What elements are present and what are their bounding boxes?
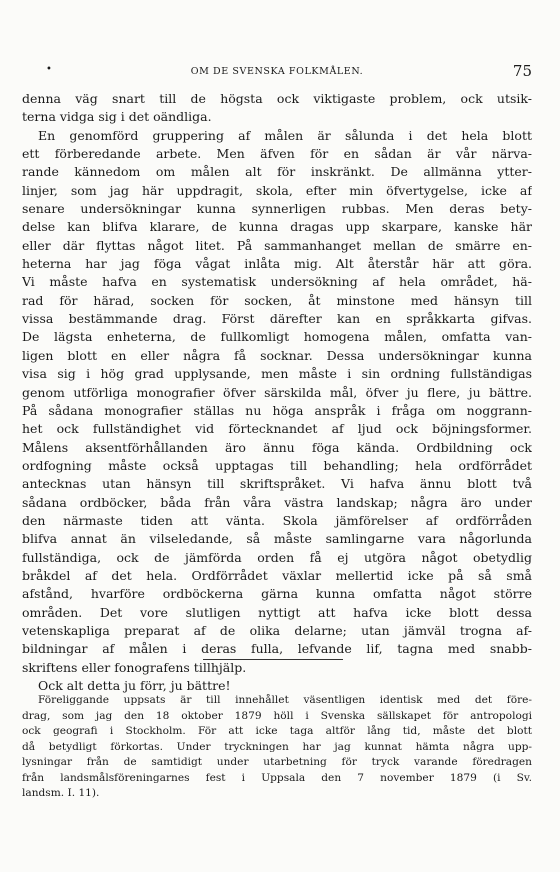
main-text <box>22 90 532 695</box>
footnote-line: landsm. I. 11). <box>22 787 100 799</box>
footnote-line: Föreliggande uppsats är till innehållet väsentligen identisk med det före- <box>38 694 532 706</box>
text-line: genom utförliga monografier öfver särskilda mål, öfver ju flere, ju bättre. <box>22 384 532 400</box>
text-line: den närmaste tiden att vänta. Skola jämförelser af ordförråden <box>22 512 532 528</box>
text-line: heterna har jag föga vågat inlåta mig. Alt återstår här att göra. <box>22 256 532 272</box>
text-line: delse kan blifva klarare, de kunna dragas upp skarpare, kanske här <box>22 219 532 235</box>
footnote-line: från landsmålsföreningarnes fest i Uppsala den 7 november 1879 (i Sv. <box>22 771 532 784</box>
footnote-line: ock geografi i Stockholm. För att icke taga altför lång tid, måste det blott <box>22 725 532 737</box>
running-title: OM DE SVENSKA FOLKMÅLEN. <box>190 66 364 77</box>
text-line: vissa bestämmande drag. Först därefter kan en språkkarta gifvas. <box>22 311 532 327</box>
text-line: het ock fullständighet vid förtecknandet af ljud ock böjningsformer. <box>22 421 532 437</box>
text-line: terna vidga sig i det oändliga. <box>22 109 212 125</box>
text-line: bråkdel af det hela. Ordförrådet växlar mellertid icke på så små <box>22 567 532 583</box>
text-line: sådana ordböcker, båda från våra västra landskap; några äro under <box>22 494 532 510</box>
footnote <box>22 693 532 802</box>
text-line: linjer, som jag här uppdragit, skola, efter min öfvertygelse, icke af <box>22 182 532 198</box>
header-dot: • <box>46 64 52 75</box>
text-line: På sådana monografier ställas nu höga anspråk i fråga om noggrann- <box>22 402 532 418</box>
text-line: rande kännedom om målen alt för inskränkt. De allmänna ytter- <box>22 164 532 180</box>
text-line: eller där flyttas något litet. På sammanhanget mellan de smärre en- <box>22 237 532 253</box>
text-line: Ock alt detta ju förr, ju bättre! <box>38 678 231 693</box>
text-line: bildningar af målen i deras fulla, lefvande lif, tagna med snabb- <box>22 641 532 657</box>
text-line: senare undersökningar kunna synnerligen rubbas. Men deras bety- <box>22 201 532 217</box>
text-line: ordfogning måste också upptagas till behandling; hela ordförrådet <box>22 457 532 473</box>
text-line: En genomförd gruppering af målen är sålunda i det hela blott <box>38 127 532 143</box>
footnote-separator <box>203 659 343 660</box>
text-line: antecknas utan hänsyn till skriftspråket. Vi hafva ännu blott två <box>22 476 532 492</box>
footnote-line: lysningar från de samtidigt under utarbetning för tryck varande föredragen <box>22 756 532 768</box>
page-number: 75 <box>512 62 532 80</box>
text-line: ett förberedande arbete. Men äfven för en sådan är vår närva- <box>22 146 532 162</box>
text-line: denna väg snart till de högsta ock viktigaste problem, ock utsik- <box>22 91 532 106</box>
text-line: De lägsta enheterna, de fullkomligt homogena målen, omfatta van- <box>22 329 532 345</box>
text-line: vetenskapliga preparat af de olika delarne; utan jämväl trogna af- <box>22 622 532 638</box>
footnote-line: drag, som jag den 18 oktober 1879 höll i Svenska sällskapet för antropologi <box>22 709 532 722</box>
text-line: skriftens eller fonografens tillhjälp. <box>22 659 247 675</box>
footnote-line: då betydligt förkortas. Under tryckningen har jag kunnat hämta några upp- <box>22 740 532 753</box>
text-line: Vi måste hafva en systematisk undersökning af hela området, hä- <box>22 274 532 290</box>
text-line: Målens aksentförhållanden äro ännu föga kända. Ordbildning ock <box>22 439 532 455</box>
text-line: ligen blott en eller några få socknar. Dessa undersökningar kunna <box>22 347 532 363</box>
page-header <box>22 64 532 80</box>
text-line: afstånd, hvarföre ordböckerna gärna kunna omfatta något större <box>22 586 532 602</box>
text-line: rad för härad, socken för socken, åt minstone med hänsyn till <box>22 292 532 308</box>
text-line: fullständiga, ock de jämförda orden få ej utgöra något obetydlig <box>22 549 532 565</box>
text-line: områden. Det vore slutligen nyttigt att hafva icke blott dessa <box>22 604 532 620</box>
text-line: visa sig i hög grad upplysande, men måste i sin ordning fullständigas <box>22 366 532 382</box>
text-line: blifva annat än vilseledande, så måste samlingarne vara någorlunda <box>22 531 532 547</box>
